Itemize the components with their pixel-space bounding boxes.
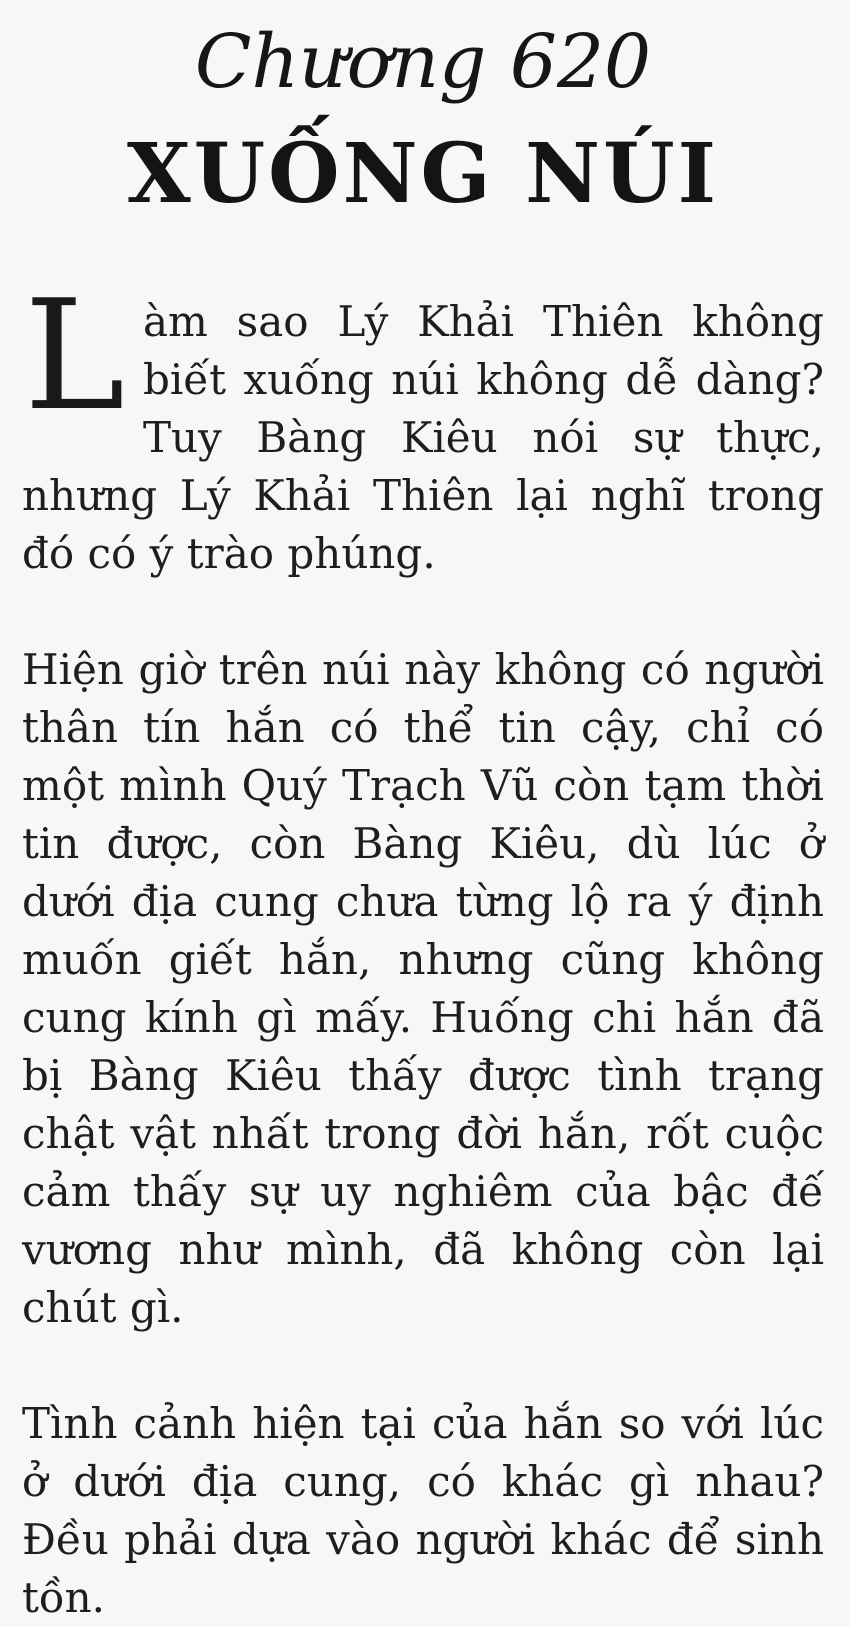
- paragraph: Tình cảnh hiện tại của hắn so với lúc ở dưới địa cung, có khác gì nhau? Đều phải dựa vào người khác để sinh tồn.: [22, 1398, 824, 1622]
- chapter-title: XUỐNG NÚI: [127, 125, 719, 222]
- paragraph-opening: [22, 266, 824, 583]
- drop-cap: L: [24, 266, 125, 444]
- chapter-body: [22, 266, 824, 1627]
- paragraph: Hiện giờ trên núi này không có người thân tín hắn có thể tin cậy, chỉ có một mình Quý Trạch Vũ còn tạm thời tin được, còn Bàng Kiêu, dù lúc ở dưới địa cung chưa từng lộ ra ý định muốn giết hắn, nhưng cũng không cung kính gì mấy. Huống chi hắn đã bị Bàng Kiêu thấy được tình trạng chật vật nhất trong đời hắn, rốt cuộc cảm thấy sự uy nghiêm của bậc đế vương như mình, đã không còn lại chút gì.: [22, 644, 824, 1332]
- chapter-number: Chương 620: [194, 19, 652, 105]
- paragraph-opening-text: àm sao Lý Khải Thiên không biết xuống núi không dễ dàng? Tuy Bàng Kiêu nói sự thực, nhưng Lý Khải Thiên lại nghĩ trong đó có ý trào phúng.: [22, 296, 824, 578]
